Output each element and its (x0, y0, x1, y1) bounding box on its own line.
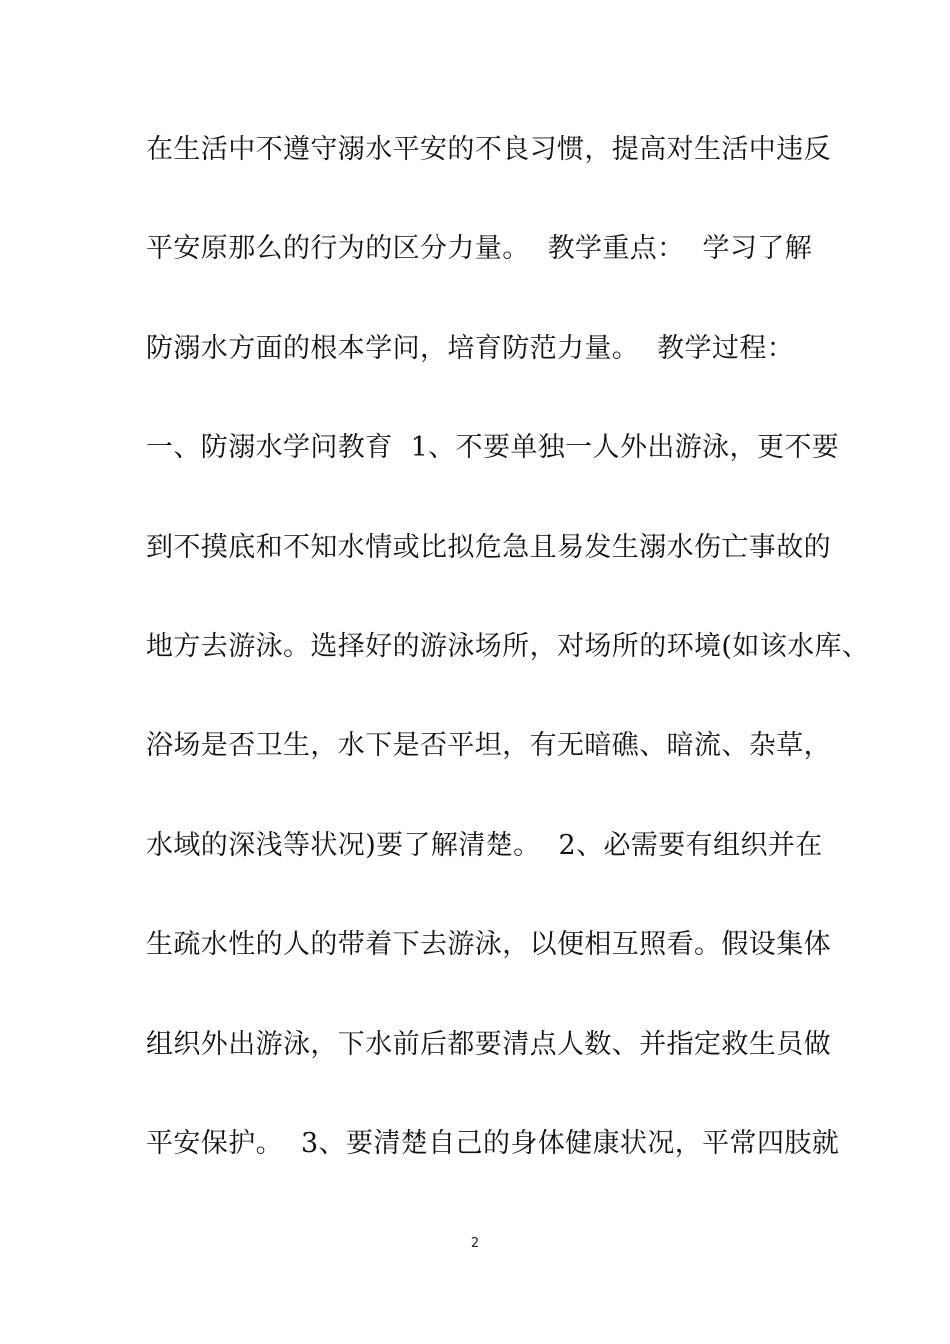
body-text-line-11: 平安保护。 3、要清楚自己的身体健康状况，平常四肢就 (146, 1128, 840, 1159)
body-text-line-6: 地方去游泳。选择好的游泳场所，对场所的环境(如该水库、 (146, 631, 870, 662)
body-text-line-8: 水域的深浅等状况)要了解清楚。 2、必需要有组织并在 (146, 830, 823, 861)
body-text-line-2: 平安原那么的行为的区分力量。 教学重点： 学习了解 (146, 233, 813, 264)
body-text-line-4: 一、防溺水学问教育 1、不要单独一人外出游泳，更不要 (146, 432, 840, 463)
body-text-line-10: 组织外出游泳，下水前后都要清点人数、并指定救生员做 (146, 1029, 831, 1060)
page-number: 2 (470, 1236, 480, 1251)
body-text-line-9: 生疏水性的人的带着下去游泳，以便相互照看。假设集体 (146, 929, 831, 960)
body-text-line-3: 防溺水方面的根本学问，培育防范力量。 教学过程： (146, 333, 795, 364)
body-text-line-1: 在生活中不遵守溺水平安的不良习惯，提高对生活中违反 (146, 134, 831, 165)
body-text-line-5: 到不摸底和不知水情或比拟危急且易发生溺水伤亡事故的 (146, 532, 831, 563)
body-text-line-7: 浴场是否卫生，水下是否平坦，有无暗礁、暗流、杂草， (146, 730, 831, 761)
